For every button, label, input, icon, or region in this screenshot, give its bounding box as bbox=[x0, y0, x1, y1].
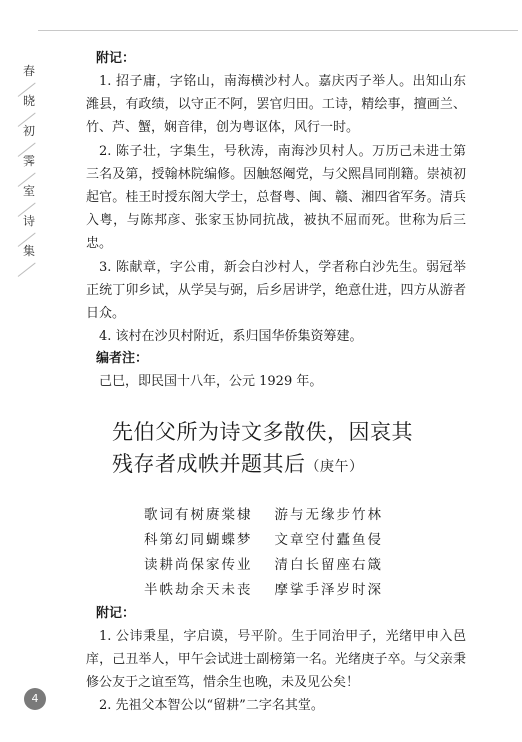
note-item: 2. 先祖父本智公以“留耕”二字名其堂。 bbox=[99, 698, 324, 714]
poem-title-line-2 bbox=[112, 448, 466, 483]
poem-verse: 读耕尚保家传业 bbox=[144, 556, 253, 573]
poem-verse: 游与无缘步竹林 bbox=[274, 506, 383, 523]
poem-body bbox=[144, 503, 466, 603]
main-text bbox=[86, 48, 466, 717]
notes-heading: 附记： bbox=[96, 605, 136, 621]
top-rule bbox=[38, 30, 518, 31]
note-item: 3. 陈献章，字公甫，新会白沙村人，学者称白沙先生。弱冠举正统丁卯乡试，从学吴与弼，后乡居讲学，绝意仕进，四方从游者日众。 bbox=[86, 259, 466, 322]
poem-verse: 歌词有树赓棠棣 bbox=[144, 506, 253, 523]
poem-title-line-1: 先伯父所为诗文多散佚，因哀其 bbox=[112, 419, 413, 444]
side-title-char: 室 bbox=[22, 184, 35, 198]
note-item: 2. 陈子壮，字集生，号秋涛，南海沙贝村人。万历己未进士第三名及第，授翰林院编修。因触怒阉党，与父熙昌同削籍。崇祯初起官。桂王时授东阁大学士，总督粤、闽、赣、湘四省军务。清兵入粤，与陈邦彦、张家玉协同抗战，被执不屈而死。世称为后三忠。 bbox=[86, 143, 466, 252]
side-title-char: 晓 bbox=[22, 94, 35, 108]
side-title-char: 集 bbox=[22, 244, 35, 258]
poem-line bbox=[144, 503, 466, 528]
note-item: 4. 该村在沙贝村附近，系归国华侨集资筹建。 bbox=[99, 329, 363, 345]
poem-line bbox=[144, 553, 466, 578]
poem-verse: 文章空付蠹鱼侵 bbox=[274, 531, 383, 548]
poem-verse: 摩挲手泽岁时深 bbox=[274, 581, 383, 598]
notes-heading: 附记： bbox=[96, 51, 136, 66]
poem-verse: 科第幻同蝴蝶梦 bbox=[144, 531, 253, 548]
page-number-badge: 4 bbox=[24, 688, 46, 710]
poem-line bbox=[144, 578, 466, 603]
side-divider bbox=[18, 263, 36, 277]
side-title-char: 霁 bbox=[22, 154, 35, 168]
note-item: 1. 公讳秉星，字启谟，号平阶。生于同治甲子，光绪甲申入邑庠，己丑举人，甲午会试进士副榜第一名。光绪庚子卒。与父亲秉修公友于之谊至笃，惜余生也晚，未及见公矣！ bbox=[86, 628, 466, 691]
side-title-char: 初 bbox=[22, 124, 35, 138]
poem-verse: 半帙劫余天未丧 bbox=[144, 581, 253, 598]
side-title-char: 诗 bbox=[22, 214, 35, 228]
poem-verse: 清白长留座右箴 bbox=[274, 556, 383, 573]
poem-line bbox=[144, 528, 466, 553]
editor-note-heading: 编者注： bbox=[96, 351, 149, 367]
poem-title-year: （庚午） bbox=[305, 458, 364, 475]
editor-note-text: 己巳，即民国十八年，公元 1929 年。 bbox=[99, 374, 323, 390]
poem-title-line-2-text: 残存者成帙并题其后 bbox=[112, 451, 306, 476]
note-item: 1. 招子庸，字铭山，南海横沙村人。嘉庆丙子举人。出知山东潍县，有政绩，以守正不阿，罢官归田。工诗，精绘事，擅画兰、竹、芦、蟹，娴音律，创为粤讴体，风行一时。 bbox=[86, 74, 466, 136]
side-title-char: 春 bbox=[22, 64, 35, 78]
poem-title bbox=[112, 416, 466, 483]
